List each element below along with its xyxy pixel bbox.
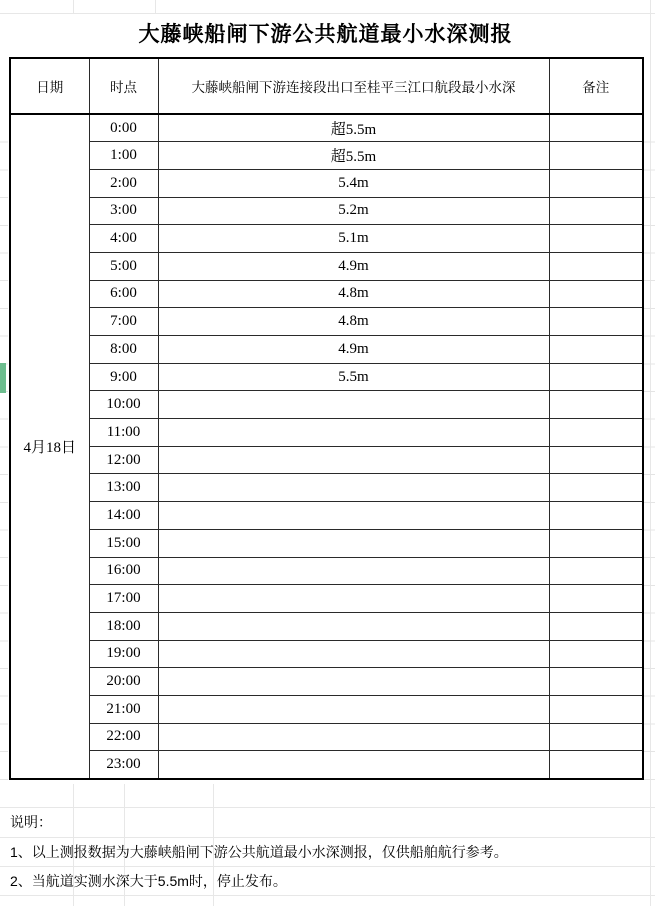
table-row [10,695,643,723]
remark-cell[interactable] [549,502,643,530]
notes-heading[interactable]: 说明： [10,814,52,830]
remark-cell[interactable] [549,640,643,668]
depth-report-table [9,57,644,780]
remark-cell[interactable] [549,308,643,336]
table-row [10,557,643,585]
time-cell[interactable]: 7:00 [89,308,158,336]
depth-cell[interactable] [158,502,549,530]
time-cell[interactable]: 22:00 [89,723,158,751]
left-edge-green-marker [0,363,6,393]
time-cell[interactable]: 16:00 [89,557,158,585]
remark-cell[interactable] [549,391,643,419]
gridline-top-v2 [155,0,156,13]
gridline-notes-4 [0,895,655,896]
remark-cell[interactable] [549,114,643,142]
table-row [10,612,643,640]
table-row [10,723,643,751]
depth-cell[interactable] [158,529,549,557]
table-row [10,474,643,502]
depth-cell[interactable] [158,446,549,474]
time-cell[interactable]: 1:00 [89,142,158,170]
depth-cell[interactable] [158,695,549,723]
depth-cell[interactable]: 5.4m [158,169,549,197]
table-row [10,751,643,779]
time-cell[interactable]: 15:00 [89,529,158,557]
time-cell[interactable]: 12:00 [89,446,158,474]
depth-cell[interactable] [158,474,549,502]
table-row [10,252,643,280]
note-item-2[interactable]: 2、当航道实测水深大于5.5m时，停止发布。 [10,872,287,889]
depth-cell[interactable] [158,668,549,696]
table-row [10,169,643,197]
time-cell[interactable]: 13:00 [89,474,158,502]
remark-cell[interactable] [549,446,643,474]
remark-cell[interactable] [549,363,643,391]
table-row [10,529,643,557]
remark-cell[interactable] [549,529,643,557]
depth-cell[interactable] [158,557,549,585]
time-cell[interactable]: 14:00 [89,502,158,530]
remark-cell[interactable] [549,419,643,447]
table-row [10,197,643,225]
remark-cell[interactable] [549,197,643,225]
time-cell[interactable]: 2:00 [89,169,158,197]
remark-cell[interactable] [549,723,643,751]
remark-cell[interactable] [549,557,643,585]
header-time[interactable]: 时点 [89,58,158,114]
table-row [10,668,643,696]
depth-cell[interactable] [158,751,549,779]
header-date[interactable]: 日期 [10,58,89,114]
depth-cell[interactable] [158,612,549,640]
depth-cell[interactable] [158,419,549,447]
remark-cell[interactable] [549,585,643,613]
row-gridlines-right-strip [643,115,655,780]
time-cell[interactable]: 0:00 [89,114,158,142]
depth-cell[interactable] [158,723,549,751]
remark-cell[interactable] [549,751,643,779]
remark-cell[interactable] [549,280,643,308]
row-gridlines-left-strip [0,115,8,780]
table-row [10,142,643,170]
table-row [10,308,643,336]
remark-cell[interactable] [549,695,643,723]
time-cell[interactable]: 19:00 [89,640,158,668]
time-cell[interactable]: 3:00 [89,197,158,225]
depth-cell[interactable]: 5.1m [158,225,549,253]
depth-cell[interactable]: 4.8m [158,280,549,308]
table-row [10,391,643,419]
time-cell[interactable]: 4:00 [89,225,158,253]
table-row [10,336,643,364]
table-row [10,640,643,668]
remark-cell[interactable] [549,668,643,696]
time-cell[interactable]: 9:00 [89,363,158,391]
table-row [10,585,643,613]
remark-cell[interactable] [549,474,643,502]
time-cell[interactable]: 18:00 [89,612,158,640]
date-cell[interactable]: 4月18日 [10,114,89,779]
depth-cell[interactable] [158,640,549,668]
depth-cell[interactable]: 超5.5m [158,114,549,142]
depth-cell[interactable] [158,391,549,419]
remark-cell[interactable] [549,612,643,640]
note-item-1[interactable]: 1、以上测报数据为大藤峡船闸下游公共航道最小水深测报，仅供船舶航行参考。 [10,843,508,860]
table-row [10,114,643,142]
time-cell[interactable]: 6:00 [89,280,158,308]
remark-cell[interactable] [549,169,643,197]
remark-cell[interactable] [549,225,643,253]
header-depth[interactable]: 大藤峡船闸下游连接段出口至桂平三江口航段最小水深 [158,58,549,114]
gridline-top-v1 [73,0,74,13]
table-row [10,502,643,530]
time-cell[interactable]: 23:00 [89,751,158,779]
depth-cell[interactable]: 4.9m [158,252,549,280]
table-row [10,363,643,391]
table-row [10,225,643,253]
depth-cell[interactable] [158,585,549,613]
page-title: 大藤峡船闸下游公共航道最小水深测报 [138,23,513,46]
header-remark[interactable]: 备注 [549,58,643,114]
header-row [10,58,643,114]
time-cell[interactable]: 8:00 [89,336,158,364]
remark-cell[interactable] [549,336,643,364]
table-row [10,419,643,447]
depth-cell[interactable]: 超5.5m [158,142,549,170]
time-cell[interactable]: 5:00 [89,252,158,280]
depth-cell[interactable]: 4.8m [158,308,549,336]
time-cell[interactable]: 10:00 [89,391,158,419]
table-row [10,280,643,308]
time-cell[interactable]: 11:00 [89,419,158,447]
depth-cell[interactable]: 4.9m [158,336,549,364]
remark-cell[interactable] [549,142,643,170]
depth-cell[interactable]: 5.2m [158,197,549,225]
table-row [10,446,643,474]
time-cell[interactable]: 20:00 [89,668,158,696]
remark-cell[interactable] [549,252,643,280]
time-cell[interactable]: 21:00 [89,695,158,723]
time-cell[interactable]: 17:00 [89,585,158,613]
depth-cell[interactable]: 5.5m [158,363,549,391]
